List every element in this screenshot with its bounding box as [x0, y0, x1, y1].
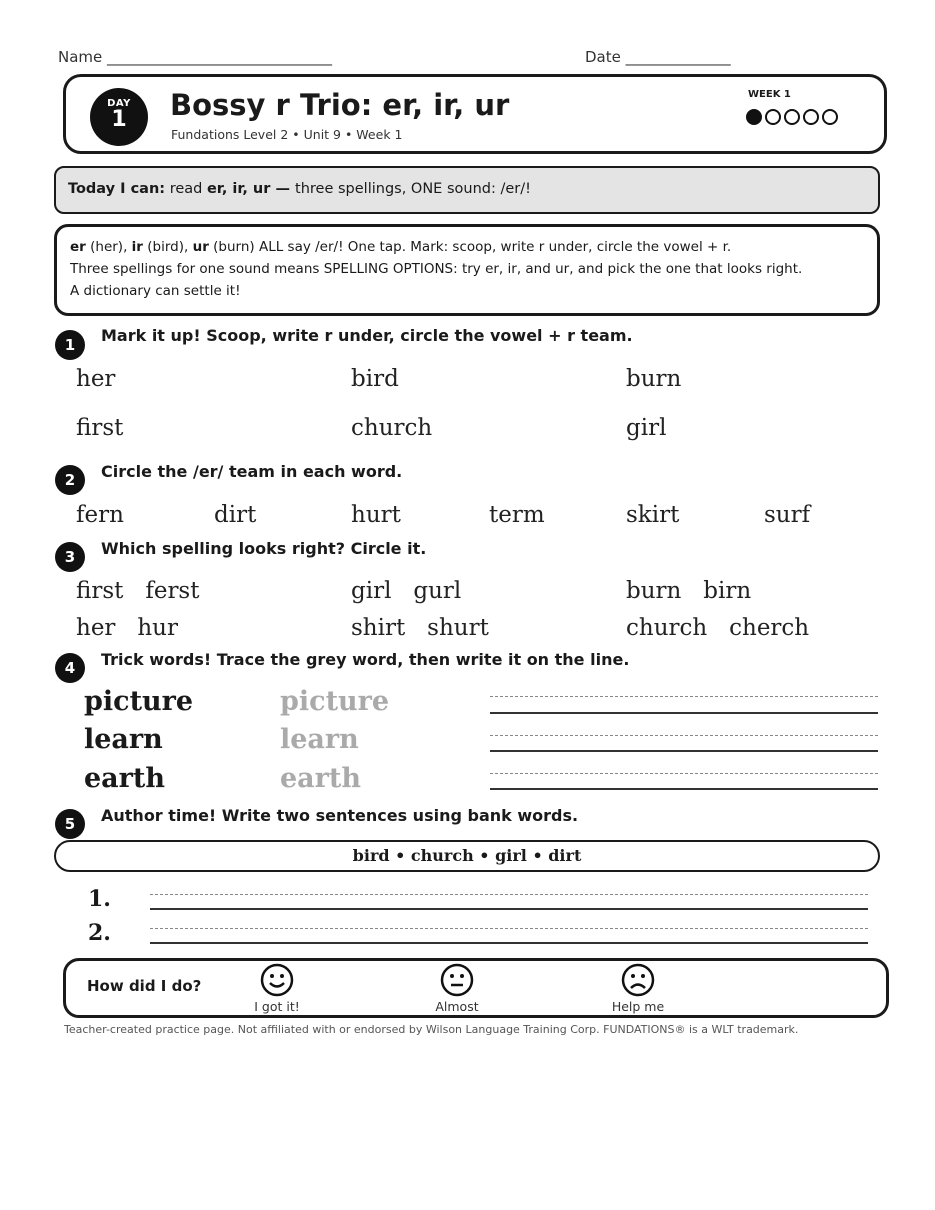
word[interactable]: dirt: [214, 502, 257, 528]
writing-guide-line: [490, 696, 878, 697]
writing-guide-line: [490, 773, 878, 774]
writing-line[interactable]: [490, 712, 878, 714]
info-text: (her),: [85, 239, 132, 255]
week-label: WEEK 1: [748, 89, 791, 100]
goal-box: [54, 166, 880, 214]
info-ur: ur: [192, 239, 209, 255]
word[interactable]: term: [489, 502, 545, 528]
rating-label: I got it!: [254, 999, 300, 1014]
section-5-prompt: Author time! Write two sentences using bank words.: [101, 806, 579, 825]
rating-question: How did I do?: [87, 977, 202, 995]
section-number: 5: [55, 809, 85, 839]
word-bank: bird • church • girl • dirt: [54, 840, 880, 872]
progress-dot: [765, 109, 781, 125]
progress-dot: [746, 109, 762, 125]
section-3-prompt: Which spelling looks right? Circle it.: [101, 539, 427, 558]
writing-line[interactable]: [150, 942, 868, 944]
footer-disclaimer: Teacher-created practice page. Not affiliated with or endorsed by Wilson Language Training Corp. FUNDATIONS® is a WLT trademark.: [64, 1023, 799, 1036]
word[interactable]: church: [351, 415, 433, 441]
progress-dot: [784, 109, 800, 125]
writing-line[interactable]: [150, 908, 868, 910]
spelling-pair[interactable]: church cherch: [626, 615, 810, 641]
day-label: DAY: [107, 98, 131, 109]
trick-word: picture: [84, 686, 194, 717]
info-box: [54, 224, 880, 316]
info-ir: ir: [131, 239, 143, 255]
section-1-prompt: Mark it up! Scoop, write r under, circle the vowel + r team.: [101, 326, 633, 345]
writing-line[interactable]: [490, 750, 878, 752]
word[interactable]: skirt: [626, 502, 680, 528]
goal-dash: —: [270, 181, 296, 197]
day-badge: [90, 88, 148, 146]
spelling-pair[interactable]: first ferst: [76, 578, 200, 604]
section-2-prompt: Circle the /er/ team in each word.: [101, 462, 403, 481]
info-line-1: [70, 236, 864, 258]
info-line-2: Three spellings for one sound means SPELLING OPTIONS: try er, ir, and ur, and pick the one that looks right.: [70, 261, 803, 277]
word[interactable]: girl: [626, 415, 667, 441]
rating-label: Help me: [611, 999, 665, 1014]
sentence-number: 1.: [88, 886, 111, 912]
info-text: (burn) ALL say /er/! One tap. Mark: scoop, write r under, circle the vowel + r.: [208, 239, 732, 255]
section-number: 2: [55, 465, 85, 495]
trace-word[interactable]: picture: [280, 686, 390, 717]
spelling-pair[interactable]: her hur: [76, 615, 178, 641]
section-number: 4: [55, 653, 85, 683]
trace-word[interactable]: learn: [280, 724, 359, 755]
neutral-face-icon: [440, 963, 474, 997]
rating-label: Almost: [435, 999, 479, 1014]
trick-word: earth: [84, 763, 165, 794]
writing-line[interactable]: [490, 788, 878, 790]
page-title: Bossy r Trio: er, ir, ur: [170, 88, 510, 122]
sentence-number: 2.: [88, 920, 111, 946]
goal-rest: three spellings, ONE sound: /er/!: [295, 181, 531, 197]
name-field-label[interactable]: Name ______________________________: [58, 48, 333, 66]
info-line-3: A dictionary can settle it!: [70, 283, 241, 299]
trick-word: learn: [84, 724, 163, 755]
date-field-label[interactable]: Date ______________: [585, 48, 731, 66]
info-text: (bird),: [142, 239, 193, 255]
word[interactable]: fern: [76, 502, 124, 528]
rating-help-me[interactable]: [598, 963, 678, 1014]
writing-guide-line: [150, 894, 868, 895]
spelling-pair[interactable]: girl gurl: [351, 578, 462, 604]
spelling-pair[interactable]: shirt shurt: [351, 615, 489, 641]
word[interactable]: burn: [626, 366, 682, 392]
day-number: 1: [111, 107, 127, 132]
section-4-prompt: Trick words! Trace the grey word, then write it on the line.: [101, 650, 630, 669]
progress-dot: [803, 109, 819, 125]
word[interactable]: hurt: [351, 502, 401, 528]
word[interactable]: surf: [764, 502, 811, 528]
word[interactable]: bird: [351, 366, 399, 392]
spelling-pair[interactable]: burn birn: [626, 578, 752, 604]
frown-icon: [621, 963, 655, 997]
goal-lead: Today I can:: [68, 181, 166, 197]
section-number: 1: [55, 330, 85, 360]
trace-word[interactable]: earth: [280, 763, 361, 794]
progress-dot: [822, 109, 838, 125]
section-number: 3: [55, 542, 85, 572]
goal-text: read: [165, 181, 207, 197]
word[interactable]: first: [76, 415, 124, 441]
info-er: er: [70, 239, 86, 255]
goal-bold: er, ir, ur: [206, 181, 271, 197]
writing-guide-line: [150, 928, 868, 929]
rating-almost[interactable]: [417, 963, 497, 1014]
smile-icon: [260, 963, 294, 997]
word[interactable]: her: [76, 366, 116, 392]
page-subtitle: Fundations Level 2 • Unit 9 • Week 1: [171, 127, 403, 142]
week-progress: [746, 109, 838, 125]
writing-guide-line: [490, 735, 878, 736]
rating-got-it[interactable]: [237, 963, 317, 1014]
